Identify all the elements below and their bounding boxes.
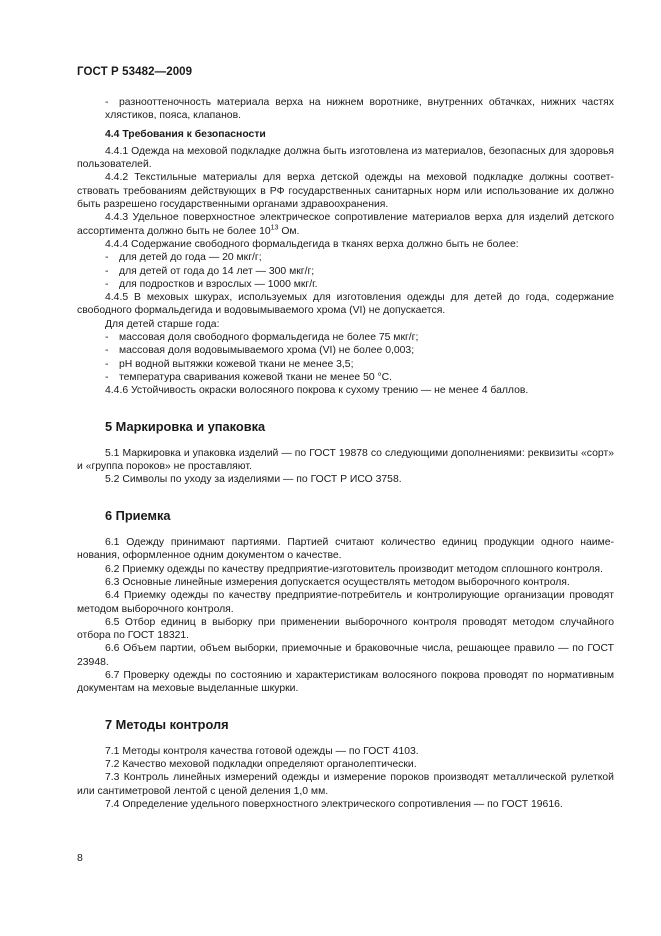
paragraph: 4.4.4 Содержание свободного формальдегида в тканях верха должно быть не более: (105, 238, 519, 250)
paragraph: 6.6 Объем партии, объем выборки, приемочные и браковочные числа, решающее правило — по ГОСТ 23948. (77, 643, 614, 668)
list-item: - для детей до года — 20 мкг/г; (105, 252, 262, 264)
paragraph: 6.4 Приемку одежды по качеству предприятие-потребитель и контролирующие организации проводят методом выборочного контроля. (77, 590, 614, 615)
page-content (77, 96, 614, 811)
paragraph: 4.4.1 Одежда на меховой подкладке должна быть изготовлена из материалов, безопасных для здоровья пользователей. (77, 145, 614, 171)
section-title: 5 Маркировка и упаковка (105, 418, 266, 434)
paragraph: 5.2 Символы по уходу за изделиями — по ГОСТ Р ИСО 3758. (105, 474, 402, 486)
document-header: ГОСТ Р 53482—2009 (77, 66, 193, 78)
paragraph: 7.3 Контроль линейных измерений одежды и измерение пороков производят металлической рулеткой или сантиметровой лентой с ценой деления 1,0 мм. (77, 772, 614, 797)
paragraph: 6.5 Отбор единиц в выборку при применении выборочного контроля проводят методом случайного отбора по ГОСТ 18321. (77, 616, 614, 642)
list-item: - разнооттеночность материала верха на нижнем воротнике, внутренних обтачках, нижних частях хлястиков, пояса, клапанов. (105, 97, 614, 122)
list-item: - температура сваривания кожевой ткани не менее 50 °С. (105, 371, 393, 383)
paragraph: 6.1 Одежду принимают партиями. Партией считают количество единиц продукции одного наименования, оформленное одним документом о качестве. (77, 537, 614, 562)
list-item: - массовая доля водовымываемого хрома (VI) не более 0,003; (105, 345, 415, 357)
subsection-title: 4.4 Требования к безопасности (105, 128, 266, 140)
paragraph: 4.4.2 Текстильные материалы для верха детской одежды на меховой подкладке должны соответствовать требованиям действующих в РФ государственных санитарных норм или использование их должно быть разрешено государственными органами здравоохранения. (77, 172, 614, 211)
list-item: - рН водной вытяжки кожевой ткани не менее 3,5; (105, 358, 354, 370)
paragraph: 6.2 Приемку одежды по качеству предприятие-изготовитель производит методом сплошного контроля. (105, 563, 603, 575)
list-item: - для детей от года до 14 лет — 300 мкг/г; (105, 265, 315, 277)
paragraph: Для детей старше года: (105, 318, 220, 330)
page-number: 8 (77, 852, 83, 864)
paragraph: 4.4.6 Устойчивость окраски волосяного покрова к сухому трению — не менее 4 баллов. (105, 385, 529, 397)
paragraph: 7.2 Качество меховой подкладки определяют органолептически. (105, 759, 417, 771)
section-title: 7 Методы контроля (105, 716, 229, 732)
list-item: - массовая доля свободного формальдегида не более 75 мкг/г; (105, 332, 419, 344)
section-title: 6 Приемка (105, 507, 171, 523)
paragraph: 7.4 Определение удельного поверхностного электрического сопротивления — по ГОСТ 19616. (105, 799, 563, 811)
paragraph: 4.4.5 В меховых шкурах, используемых для изготовления одежды для детей до года, содержание свободного формальдегида и водовымываемого хрома (VI) не допускается. (77, 292, 614, 317)
paragraph: 6.3 Основные линейные измерения допускается осуществлять методом выборочного контроля. (105, 576, 570, 588)
paragraph: 5.1 Маркировка и упаковка изделий — по ГОСТ 19878 со следующими дополнениями: реквизиты «сорт» и «группа пороков» не проставляют. (77, 447, 614, 473)
paragraph: 7.1 Методы контроля качества готовой одежды — по ГОСТ 4103. (105, 745, 419, 757)
list-item: - для подростков и взрослых — 1000 мкг/г. (105, 278, 318, 290)
paragraph: 6.7 Проверку одежды по состоянию и характеристикам волосяного покрова проводят по нормативным документам на меховые выделанные шкурки. (77, 669, 614, 695)
paragraph: 4.4.3 Удельное поверхностное электрическое сопротивление материалов верха для изделий детского ассортимента должно быть не более $10^{13}$ Ом. (77, 212, 614, 237)
